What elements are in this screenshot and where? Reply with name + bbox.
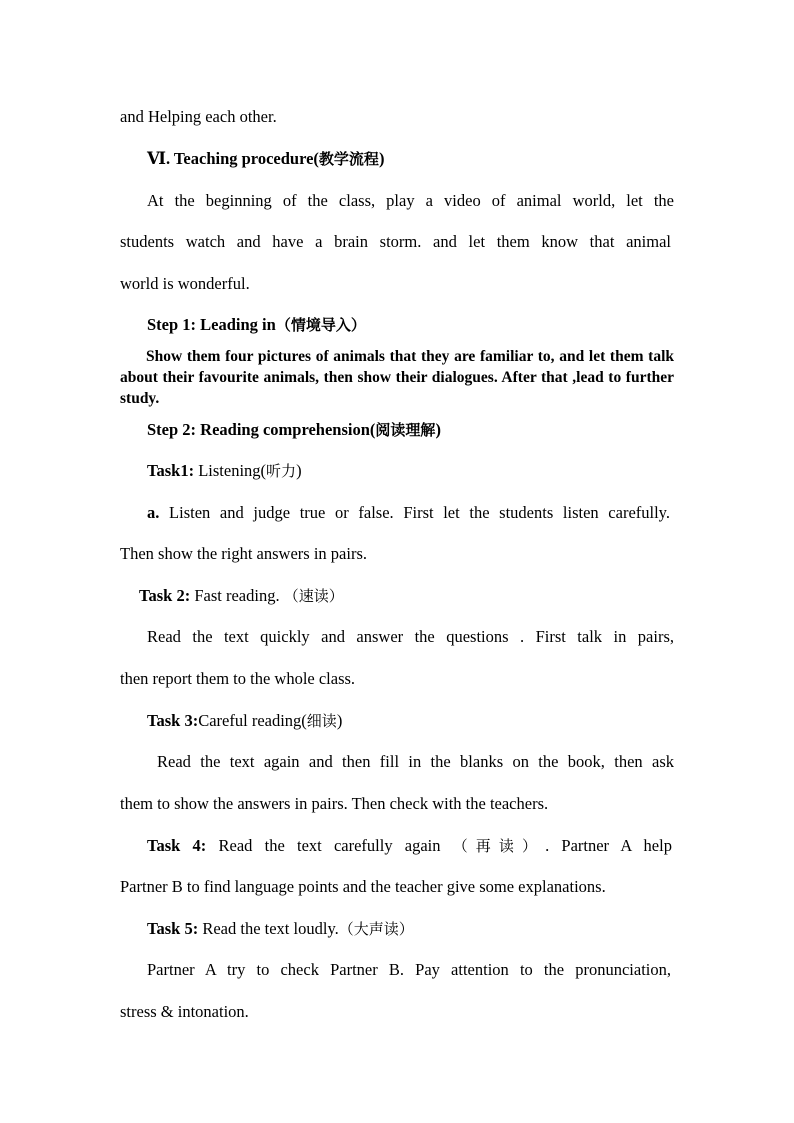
text-segment: （速读）	[283, 587, 344, 605]
bold-text-segment: Task 3:	[147, 711, 199, 730]
step1-body-paragraph	[120, 346, 674, 409]
text-line	[147, 627, 674, 647]
text-segment: world is wonderful.	[120, 274, 250, 293]
bold-text-segment: Task 2:	[139, 586, 191, 605]
text-segment: )	[296, 461, 302, 480]
bold-text-segment: )	[378, 149, 385, 168]
text-segment: Read the text again and then fill in the blanks on the book, then ask	[157, 752, 674, 771]
text-line	[147, 191, 674, 211]
text-line	[120, 544, 674, 564]
bold-text-segment: （情境导入）	[275, 316, 366, 334]
bold-text-segment: 教学流程	[318, 150, 379, 168]
text-segment: and Helping each other.	[120, 107, 277, 126]
text-segment: At the beginning of the class, play a video of animal world, let the	[147, 191, 674, 210]
bold-text-segment: Step 1: Leading in	[147, 315, 276, 334]
text-segment: them to show the answers in pairs. Then check with the teachers.	[120, 794, 549, 813]
text-segment: then report them to the whole class.	[120, 669, 356, 688]
text-line	[147, 503, 670, 523]
text-segment: Read the text carefully again	[206, 836, 453, 855]
text-line	[157, 752, 674, 772]
task-heading	[139, 586, 693, 606]
text-line	[120, 107, 674, 127]
task-heading	[147, 919, 701, 939]
section-heading	[147, 149, 701, 169]
text-segment: Read the text loudly.	[198, 919, 339, 938]
text-segment: Then show the right answers in pairs.	[120, 544, 367, 563]
bold-text-segment: )	[435, 420, 441, 439]
text-segment: Fast reading.	[190, 586, 284, 605]
text-line	[120, 232, 671, 252]
bold-text-segment: Step 2: Reading comprehension(	[147, 420, 376, 439]
task-heading	[147, 711, 701, 731]
step-heading	[147, 420, 701, 440]
text-segment: （大声读）	[338, 920, 414, 938]
text-line	[147, 960, 671, 980]
text-segment: （再读）	[452, 837, 546, 855]
bold-text-segment: 阅读理解	[375, 421, 436, 439]
text-segment: Partner B to find language points and the teacher give some explanations.	[120, 877, 606, 896]
text-segment: Read the text quickly and answer the questions . First talk in pairs,	[147, 627, 674, 646]
bold-text-segment: Task 5:	[147, 919, 199, 938]
text-line	[120, 274, 674, 294]
text-segment: Listen and judge true or false. First let the students listen carefully.	[159, 503, 670, 522]
step1-body-text: Show them four pictures of animals that they are familiar to, and let them talk about their favourite animals, then show their dialogues. After that ,lead to further study.	[120, 348, 674, 407]
text-segment: . Partner A help	[545, 836, 672, 855]
task-heading	[147, 461, 701, 481]
bold-text-segment: Task1:	[147, 461, 195, 480]
text-segment: students watch and have a brain storm. and let them know that animal	[120, 232, 671, 251]
text-segment: Listening(	[194, 461, 267, 480]
text-segment: 细读	[306, 712, 337, 730]
bold-text-segment: Ⅵ. Teaching procedure(	[147, 149, 319, 168]
text-segment: Careful reading(	[198, 711, 307, 730]
text-segment: 听力	[266, 462, 297, 480]
text-line	[120, 794, 674, 814]
bold-text-segment: a.	[147, 503, 160, 522]
text-segment: stress & intonation.	[120, 1002, 249, 1021]
text-segment: Partner A try to check Partner B. Pay attention to the pronunciation,	[147, 960, 671, 979]
text-line	[147, 836, 672, 856]
text-line	[120, 669, 674, 689]
text-line	[120, 1002, 674, 1022]
bold-text-segment: Task 4:	[147, 836, 207, 855]
step-heading	[147, 315, 701, 335]
text-line	[120, 877, 674, 897]
text-segment: )	[336, 711, 343, 730]
